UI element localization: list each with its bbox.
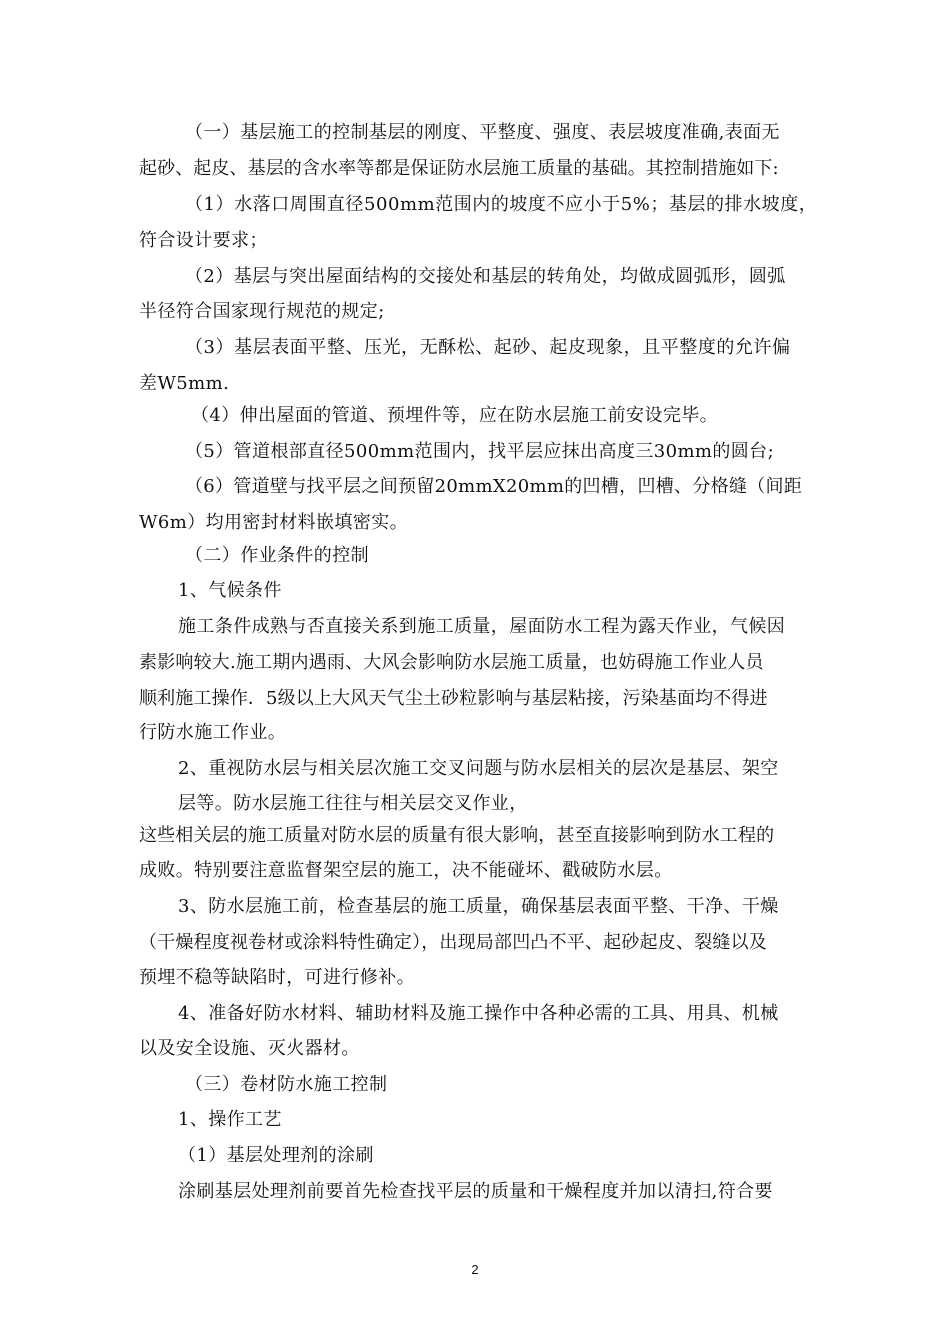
text-line: 这些相关层的施工质量对防水层的质量有很大影响，甚至直接影响到防水工程的 [139,825,775,846]
text-line: （一）基层施工的控制基层的刚度、平整度、强度、表层坡度准确,表面无 [185,122,780,143]
text-line: 顺利施工操作．5级以上大风天气尘土砂粒影响与基层粘接，污染基面均不得进 [139,688,768,709]
text-line: 层等。防水层施工往往与相关层交叉作业， [178,793,528,814]
text-line: 成败。特别要注意监督架空层的施工，决不能碰坏、戳破防水层。 [139,860,673,881]
text-line: 起砂、起皮、基层的含水率等都是保证防水层施工质量的基础。其控制措施如下: [139,158,779,179]
text-line: 涂刷基层处理剂前要首先检查找平层的质量和干燥程度并加以清扫,符合要 [178,1181,773,1202]
subheading: 1、操作工艺 [178,1109,282,1130]
text-line: 差W5mm. [139,373,230,394]
text-line: 素影响较大.施工期内遇雨、大风会影响防水层施工质量，也妨碍施工作业人员 [139,652,764,673]
text-line: 2、重视防水层与相关层次施工交叉问题与防水层相关的层次是基层、架空 [178,758,779,779]
subheading: （1）基层处理剂的涂刷 [178,1145,374,1166]
text-line: （1）水落口周围直径500mm范围内的坡度不应小于5%；基层的排水坡度， [185,194,818,215]
text-line: （干燥程度视卷材或涂料特性确定），出现局部凹凸不平、起砂起皮、裂缝以及 [139,932,767,953]
text-line: （6）管道壁与找平层之间预留20mmX20mm的凹槽，凹槽、分格缝（间距 [185,476,803,497]
text-line: 行防水施工作业。 [139,722,287,743]
text-line: 3、防水层施工前，检查基层的施工质量，确保基层表面平整、干净、干燥 [178,896,779,917]
text-line: 4、准备好防水材料、辅助材料及施工操作中各种必需的工具、用具、机械 [178,1003,779,1024]
text-line: W6m）均用密封材料嵌填密实。 [139,512,409,533]
text-line: 符合设计要求； [139,230,268,251]
text-line: （3）基层表面平整、压光，无酥松、起砂、起皮现象，且平整度的允许偏 [185,337,791,358]
text-line: （5）管道根部直径500mm范围内，找平层应抹出高度三30mm的圆台; [185,441,775,462]
subheading: 1、气候条件 [178,580,282,601]
text-line: 半径符合国家现行规范的规定; [139,301,385,322]
section-heading: （三）卷材防水施工控制 [185,1074,388,1095]
text-line: 预埋不稳等缺陷时，可进行修补。 [139,967,415,988]
text-line: 施工条件成熟与否直接关系到施工质量，屋面防水工程为露天作业，气候因 [178,616,786,637]
section-heading: （二）作业条件的控制 [185,545,369,566]
text-line: （2）基层与突出屋面结构的交接处和基层的转角处，均做成圆弧形，圆弧 [185,266,786,287]
text-line: （4）伸出屋面的管道、预埋件等，应在防水层施工前安设完毕。 [191,405,719,426]
page-number: 2 [471,1262,479,1277]
text-line: 以及安全设施、灭火器材。 [139,1038,360,1059]
